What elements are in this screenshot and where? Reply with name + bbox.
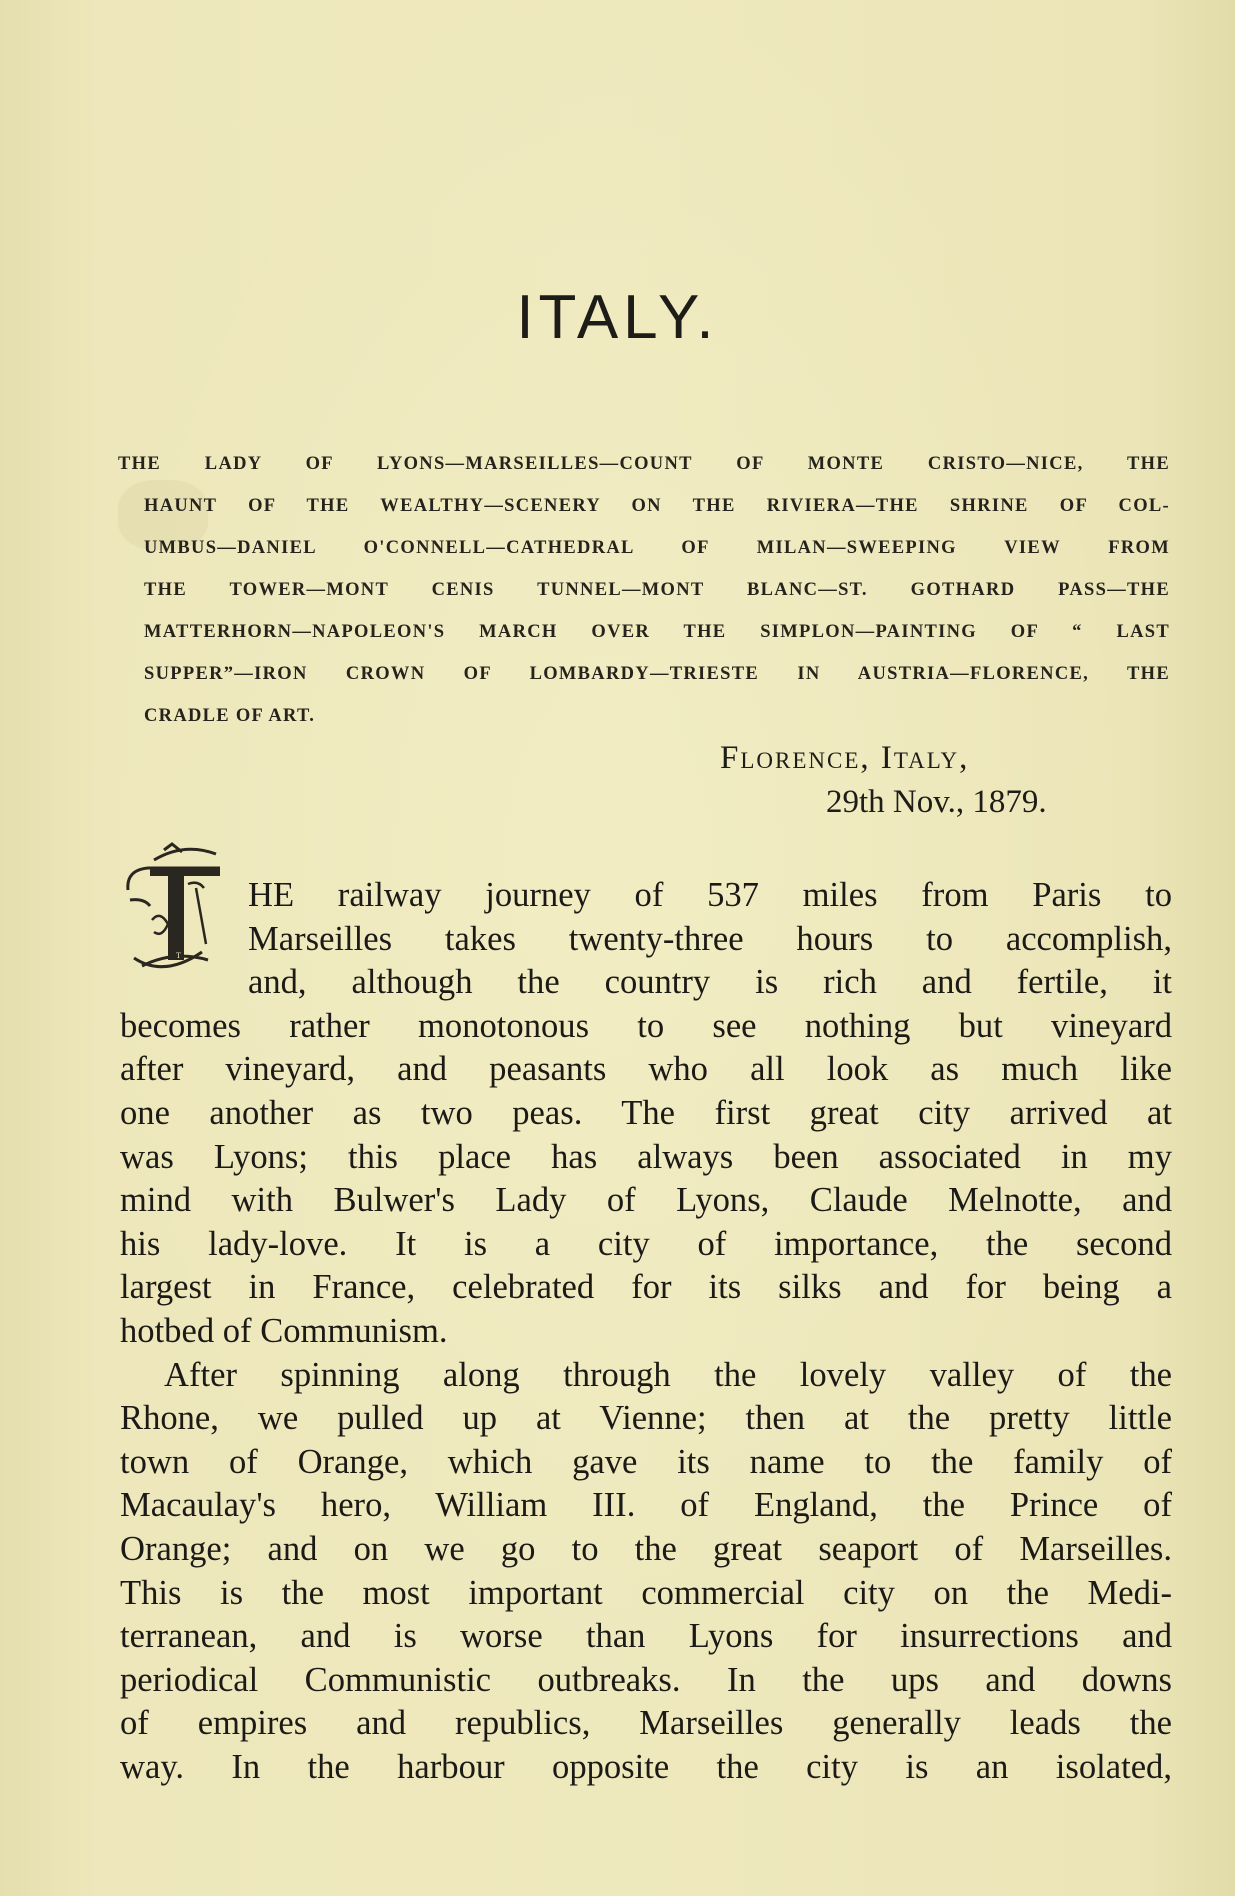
dateline-place: Florence, Italy,	[720, 740, 970, 776]
summary-line: UMBUS—DANIEL O'CONNELL—CATHEDRAL OF MILAN—SWEEPING VIEW FROM	[144, 538, 1170, 558]
body-line: his lady-love. It is a city of importance, the second	[120, 1224, 1172, 1263]
chapter-summary	[118, 443, 1170, 737]
body-line: of empires and republics, Marseilles generally leads the	[120, 1704, 1172, 1743]
body-line: after vineyard, and peasants who all look as much like	[120, 1050, 1172, 1089]
dateline	[720, 736, 1140, 824]
summary-line: THE TOWER—MONT CENIS TUNNEL—MONT BLANC—ST. GOTHARD PASS—THE	[144, 580, 1170, 600]
body-line: This is the most important commercial city on the Medi-	[120, 1573, 1172, 1612]
body-line: Rhone, we pulled up at Vienne; then at the pretty little	[120, 1399, 1172, 1438]
body-line: hotbed of Communism.	[120, 1311, 448, 1350]
body-text	[120, 874, 1172, 1789]
body-line: mind with Bulwer's Lady of Lyons, Claude Melnotte, and	[120, 1181, 1172, 1220]
body-line: way. In the harbour opposite the city is an isolated,	[120, 1747, 1172, 1786]
body-line: and, although the country is rich and fertile, it	[248, 963, 1172, 1002]
body-line: largest in France, celebrated for its silks and for being a	[120, 1268, 1172, 1307]
body-line: was Lyons; this place has always been associated in my	[120, 1137, 1172, 1176]
body-line: one another as two peas. The first great city arrived at	[120, 1093, 1172, 1132]
summary-line: MATTERHORN—NAPOLEON'S MARCH OVER THE SIMPLON—PAINTING OF “ LAST	[144, 622, 1170, 642]
body-line: HE railway journey of 537 miles from Paris to	[248, 876, 1172, 914]
body-line: Marseilles takes twenty-three hours to accomplish,	[248, 919, 1172, 958]
chapter-title: ITALY.	[516, 283, 719, 352]
dropcap-letter: T	[176, 951, 181, 960]
body-line: Orange; and on we go to the great seaport of Marseilles.	[120, 1529, 1172, 1568]
body-line: After spinning along through the lovely valley of the	[164, 1355, 1172, 1394]
body-line: Macaulay's hero, William III. of England, the Prince of	[120, 1486, 1172, 1525]
body-line: periodical Communistic outbreaks. In the ups and downs	[120, 1660, 1172, 1699]
dateline-date: 29th Nov., 1879.	[826, 784, 1047, 820]
summary-line: CRADLE OF ART.	[144, 706, 316, 726]
summary-line: THE LADY OF LYONS—MARSEILLES—COUNT OF MONTE CRISTO—NICE, THE	[118, 454, 1170, 474]
summary-line: HAUNT OF THE WEALTHY—SCENERY ON THE RIVIERA—THE SHRINE OF COL-	[144, 496, 1170, 516]
body-line: town of Orange, which gave its name to the family of	[120, 1442, 1172, 1481]
summary-line: SUPPER”—IRON CROWN OF LOMBARDY—TRIESTE IN AUSTRIA—FLORENCE, THE	[144, 664, 1170, 684]
body-line: terranean, and is worse than Lyons for insurrections and	[120, 1617, 1172, 1656]
body-line: becomes rather monotonous to see nothing but vineyard	[120, 1006, 1172, 1045]
